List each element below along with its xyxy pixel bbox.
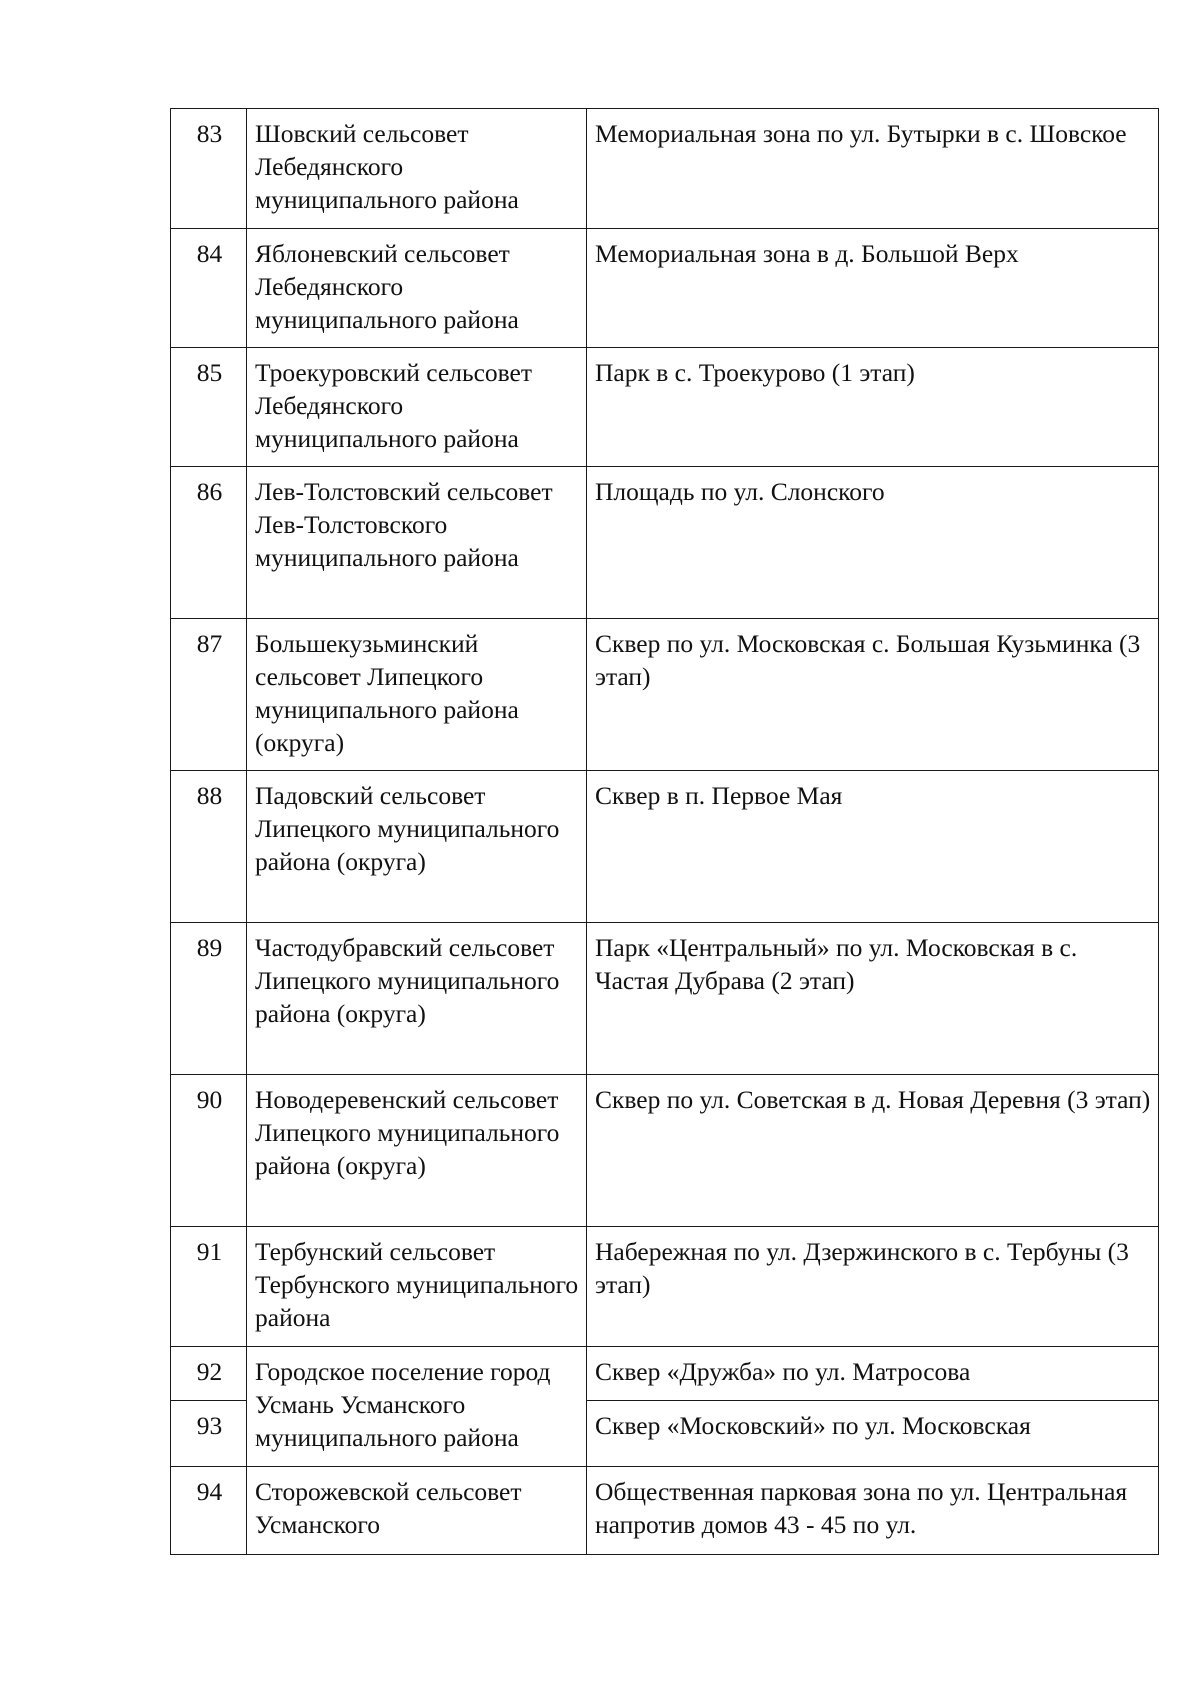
- table-row: [171, 1227, 1159, 1347]
- municipality-cell: Новодеревенский сельсовет Липецкого муниципального района (округа): [247, 1075, 587, 1227]
- municipality-cell: Шовский сельсовет Лебедянского муниципального района: [247, 109, 587, 229]
- municipality-cell-merged: Городское поселение город Усмань Усманского муниципального района: [247, 1347, 587, 1467]
- municipality-cell: Сторожевской сельсовет Усманского: [247, 1467, 587, 1555]
- table-row: [171, 1075, 1159, 1227]
- object-cell: Сквер по ул. Московская с. Большая Кузьминка (3 этап): [587, 619, 1159, 771]
- table-row: [171, 1347, 1159, 1401]
- object-cell: Сквер «Московский» по ул. Московская: [587, 1401, 1159, 1467]
- object-cell: Сквер по ул. Советская в д. Новая Деревня (3 этап): [587, 1075, 1159, 1227]
- object-cell: Набережная по ул. Дзержинского в с. Тербуны (3 этап): [587, 1227, 1159, 1347]
- object-cell: Сквер в п. Первое Мая: [587, 771, 1159, 923]
- table-row: [171, 229, 1159, 348]
- object-cell: Сквер «Дружба» по ул. Матросова: [587, 1347, 1159, 1401]
- row-number: 92: [171, 1347, 247, 1401]
- municipality-cell: Тербунский сельсовет Тербунского муниципального района: [247, 1227, 587, 1347]
- table-row: [171, 109, 1159, 229]
- table-row: [171, 348, 1159, 467]
- table-row: [171, 619, 1159, 771]
- row-number: 88: [171, 771, 247, 923]
- objects-table: [170, 108, 1159, 1555]
- row-number: 86: [171, 467, 247, 619]
- object-cell: Парк в с. Троекурово (1 этап): [587, 348, 1159, 467]
- object-cell: Мемориальная зона в д. Большой Верх: [587, 229, 1159, 348]
- municipality-cell: Частодубравский сельсовет Липецкого муниципального района (округа): [247, 923, 587, 1075]
- object-cell: Площадь по ул. Слонского: [587, 467, 1159, 619]
- row-number: 87: [171, 619, 247, 771]
- row-number: 90: [171, 1075, 247, 1227]
- municipality-cell: Яблоневский сельсовет Лебедянского муниципального района: [247, 229, 587, 348]
- municipality-cell: Большекузьминский сельсовет Липецкого муниципального района (округа): [247, 619, 587, 771]
- municipality-cell: Лев-Толстовский сельсовет Лев-Толстовского муниципального района: [247, 467, 587, 619]
- table-row: [171, 467, 1159, 619]
- table-row: [171, 923, 1159, 1075]
- table-row: [171, 771, 1159, 923]
- row-number: 93: [171, 1401, 247, 1467]
- object-cell: Парк «Центральный» по ул. Московская в с. Частая Дубрава (2 этап): [587, 923, 1159, 1075]
- municipality-cell: Падовский сельсовет Липецкого муниципального района (округа): [247, 771, 587, 923]
- municipality-cell: Троекуровский сельсовет Лебедянского муниципального района: [247, 348, 587, 467]
- row-number: 94: [171, 1467, 247, 1555]
- row-number: 89: [171, 923, 247, 1075]
- object-cell: Мемориальная зона по ул. Бутырки в с. Шовское: [587, 109, 1159, 229]
- object-cell: Общественная парковая зона по ул. Центральная напротив домов 43 - 45 по ул.: [587, 1467, 1159, 1555]
- row-number: 84: [171, 229, 247, 348]
- row-number: 85: [171, 348, 247, 467]
- table-row: [171, 1467, 1159, 1555]
- row-number: 91: [171, 1227, 247, 1347]
- row-number: 83: [171, 109, 247, 229]
